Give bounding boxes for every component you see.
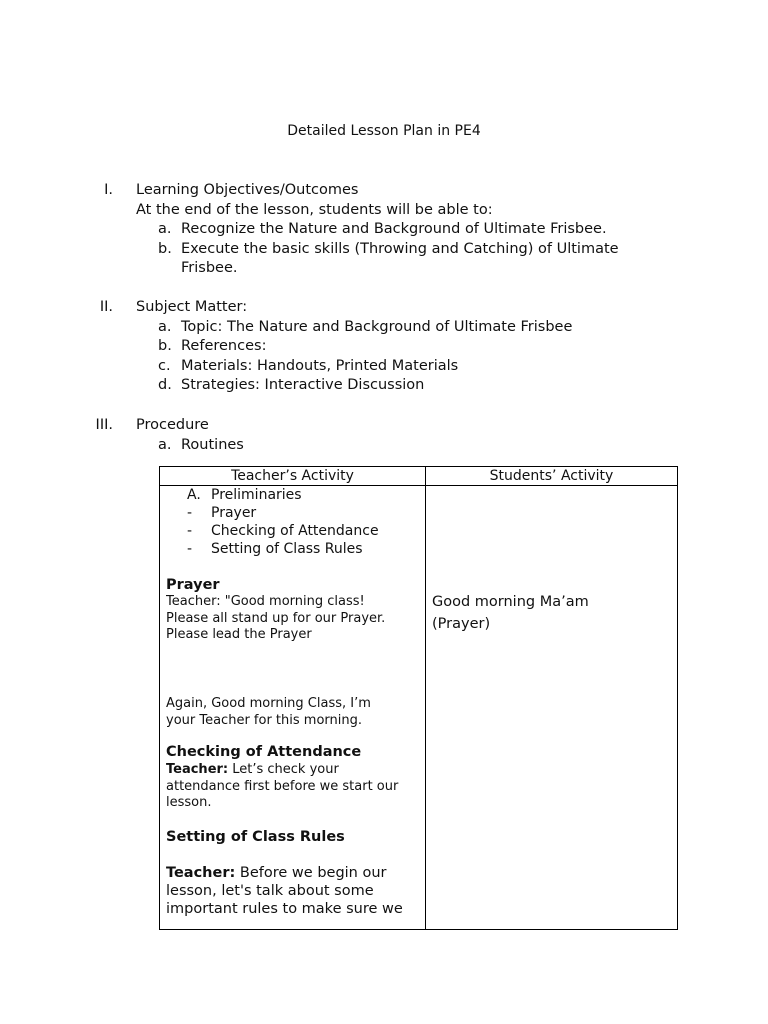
class-rules-heading: Setting of Class Rules bbox=[166, 829, 345, 845]
list-item bbox=[166, 486, 421, 504]
list-item bbox=[166, 540, 421, 558]
list-dash: - bbox=[187, 523, 193, 539]
text-line: (Prayer) bbox=[432, 616, 491, 632]
list-text: Preliminaries bbox=[211, 487, 302, 503]
list-letter: d. bbox=[158, 377, 172, 393]
list-letter: a. bbox=[158, 221, 172, 237]
teacher-activity-header: Teacher’s Activity bbox=[231, 468, 354, 484]
list-text: Prayer bbox=[211, 505, 257, 521]
list-letter: a. bbox=[158, 318, 172, 335]
list-text: References: bbox=[181, 338, 267, 354]
section-numeral: I. bbox=[104, 182, 113, 198]
list-dash: - bbox=[187, 505, 193, 521]
section-numeral: II. bbox=[99, 299, 113, 315]
preliminaries-list bbox=[166, 486, 421, 558]
list-text: Topic: The Nature and Background of Ultimate Frisbee bbox=[181, 318, 573, 335]
section-body bbox=[136, 181, 696, 279]
section-heading: Learning Objectives/Outcomes bbox=[136, 182, 359, 198]
list-item bbox=[136, 376, 696, 396]
section-heading: Procedure bbox=[136, 417, 209, 433]
prayer-text bbox=[166, 594, 421, 644]
students-activity-header: Students’ Activity bbox=[489, 468, 614, 484]
list-text: Recognize the Nature and Background of Ultimate Frisbee. bbox=[181, 221, 607, 237]
text-line: lesson. bbox=[166, 795, 212, 810]
greeting-text bbox=[166, 696, 421, 729]
list-item bbox=[136, 318, 696, 338]
list-letter: b. bbox=[158, 240, 172, 257]
section-numeral: III. bbox=[95, 417, 113, 433]
list-text: Execute the basic skills (Throwing and Catching) of Ultimate bbox=[181, 240, 619, 257]
list-letter: A. bbox=[187, 487, 201, 503]
list-text: Materials: Handouts, Printed Materials bbox=[181, 357, 459, 374]
list-letter: c. bbox=[158, 357, 171, 374]
text-line: your Teacher for this morning. bbox=[166, 712, 362, 728]
class-rules-text bbox=[166, 864, 421, 918]
list-dash: - bbox=[187, 541, 193, 557]
activity-table bbox=[159, 466, 678, 930]
text-line: Again, Good morning Class, I’m bbox=[166, 696, 371, 711]
list-text: Routines bbox=[181, 436, 244, 453]
text-line: Teacher: "Good morning class! bbox=[166, 594, 365, 609]
list-text: Setting of Class Rules bbox=[211, 541, 363, 557]
list-item bbox=[136, 337, 696, 357]
text-line: lesson, let's talk about some bbox=[166, 883, 374, 899]
section-body bbox=[136, 298, 696, 396]
column-divider bbox=[425, 467, 426, 929]
text-line: Please all stand up for our Prayer. bbox=[166, 610, 386, 626]
text-line: Please lead the Prayer bbox=[166, 627, 312, 642]
attendance-heading: Checking of Attendance bbox=[166, 744, 362, 760]
text-line bbox=[166, 762, 421, 779]
text-line: Good morning Ma’am bbox=[432, 594, 589, 610]
attendance-text bbox=[166, 762, 421, 812]
list-letter: a. bbox=[158, 436, 172, 453]
list-item bbox=[136, 220, 696, 240]
text-fragment: Let’s check your bbox=[228, 762, 339, 777]
speaker-label: Teacher: bbox=[166, 865, 236, 881]
text-fragment: Before we begin our bbox=[235, 865, 387, 881]
section-body bbox=[136, 416, 696, 455]
list-item bbox=[136, 240, 696, 279]
list-letter: b. bbox=[158, 338, 172, 354]
section-heading: Subject Matter: bbox=[136, 299, 248, 315]
list-item bbox=[136, 436, 696, 456]
list-text-continued: Frisbee. bbox=[181, 260, 238, 276]
section-intro: At the end of the lesson, students will be able to: bbox=[136, 201, 493, 218]
speaker-label: Teacher: bbox=[166, 762, 229, 777]
document-title: Detailed Lesson Plan in PE4 bbox=[287, 123, 481, 139]
students-response bbox=[432, 591, 589, 635]
text-line bbox=[166, 864, 421, 882]
teacher-activity-cell bbox=[166, 486, 421, 926]
list-item bbox=[166, 504, 421, 522]
list-item bbox=[166, 522, 421, 540]
list-text: Strategies: Interactive Discussion bbox=[181, 377, 425, 393]
list-item bbox=[136, 357, 696, 377]
text-line: attendance first before we start our bbox=[166, 778, 399, 794]
students-activity-cell bbox=[432, 486, 672, 926]
list-text: Checking of Attendance bbox=[211, 523, 379, 539]
text-line: important rules to make sure we bbox=[166, 901, 403, 917]
prayer-heading: Prayer bbox=[166, 577, 220, 593]
